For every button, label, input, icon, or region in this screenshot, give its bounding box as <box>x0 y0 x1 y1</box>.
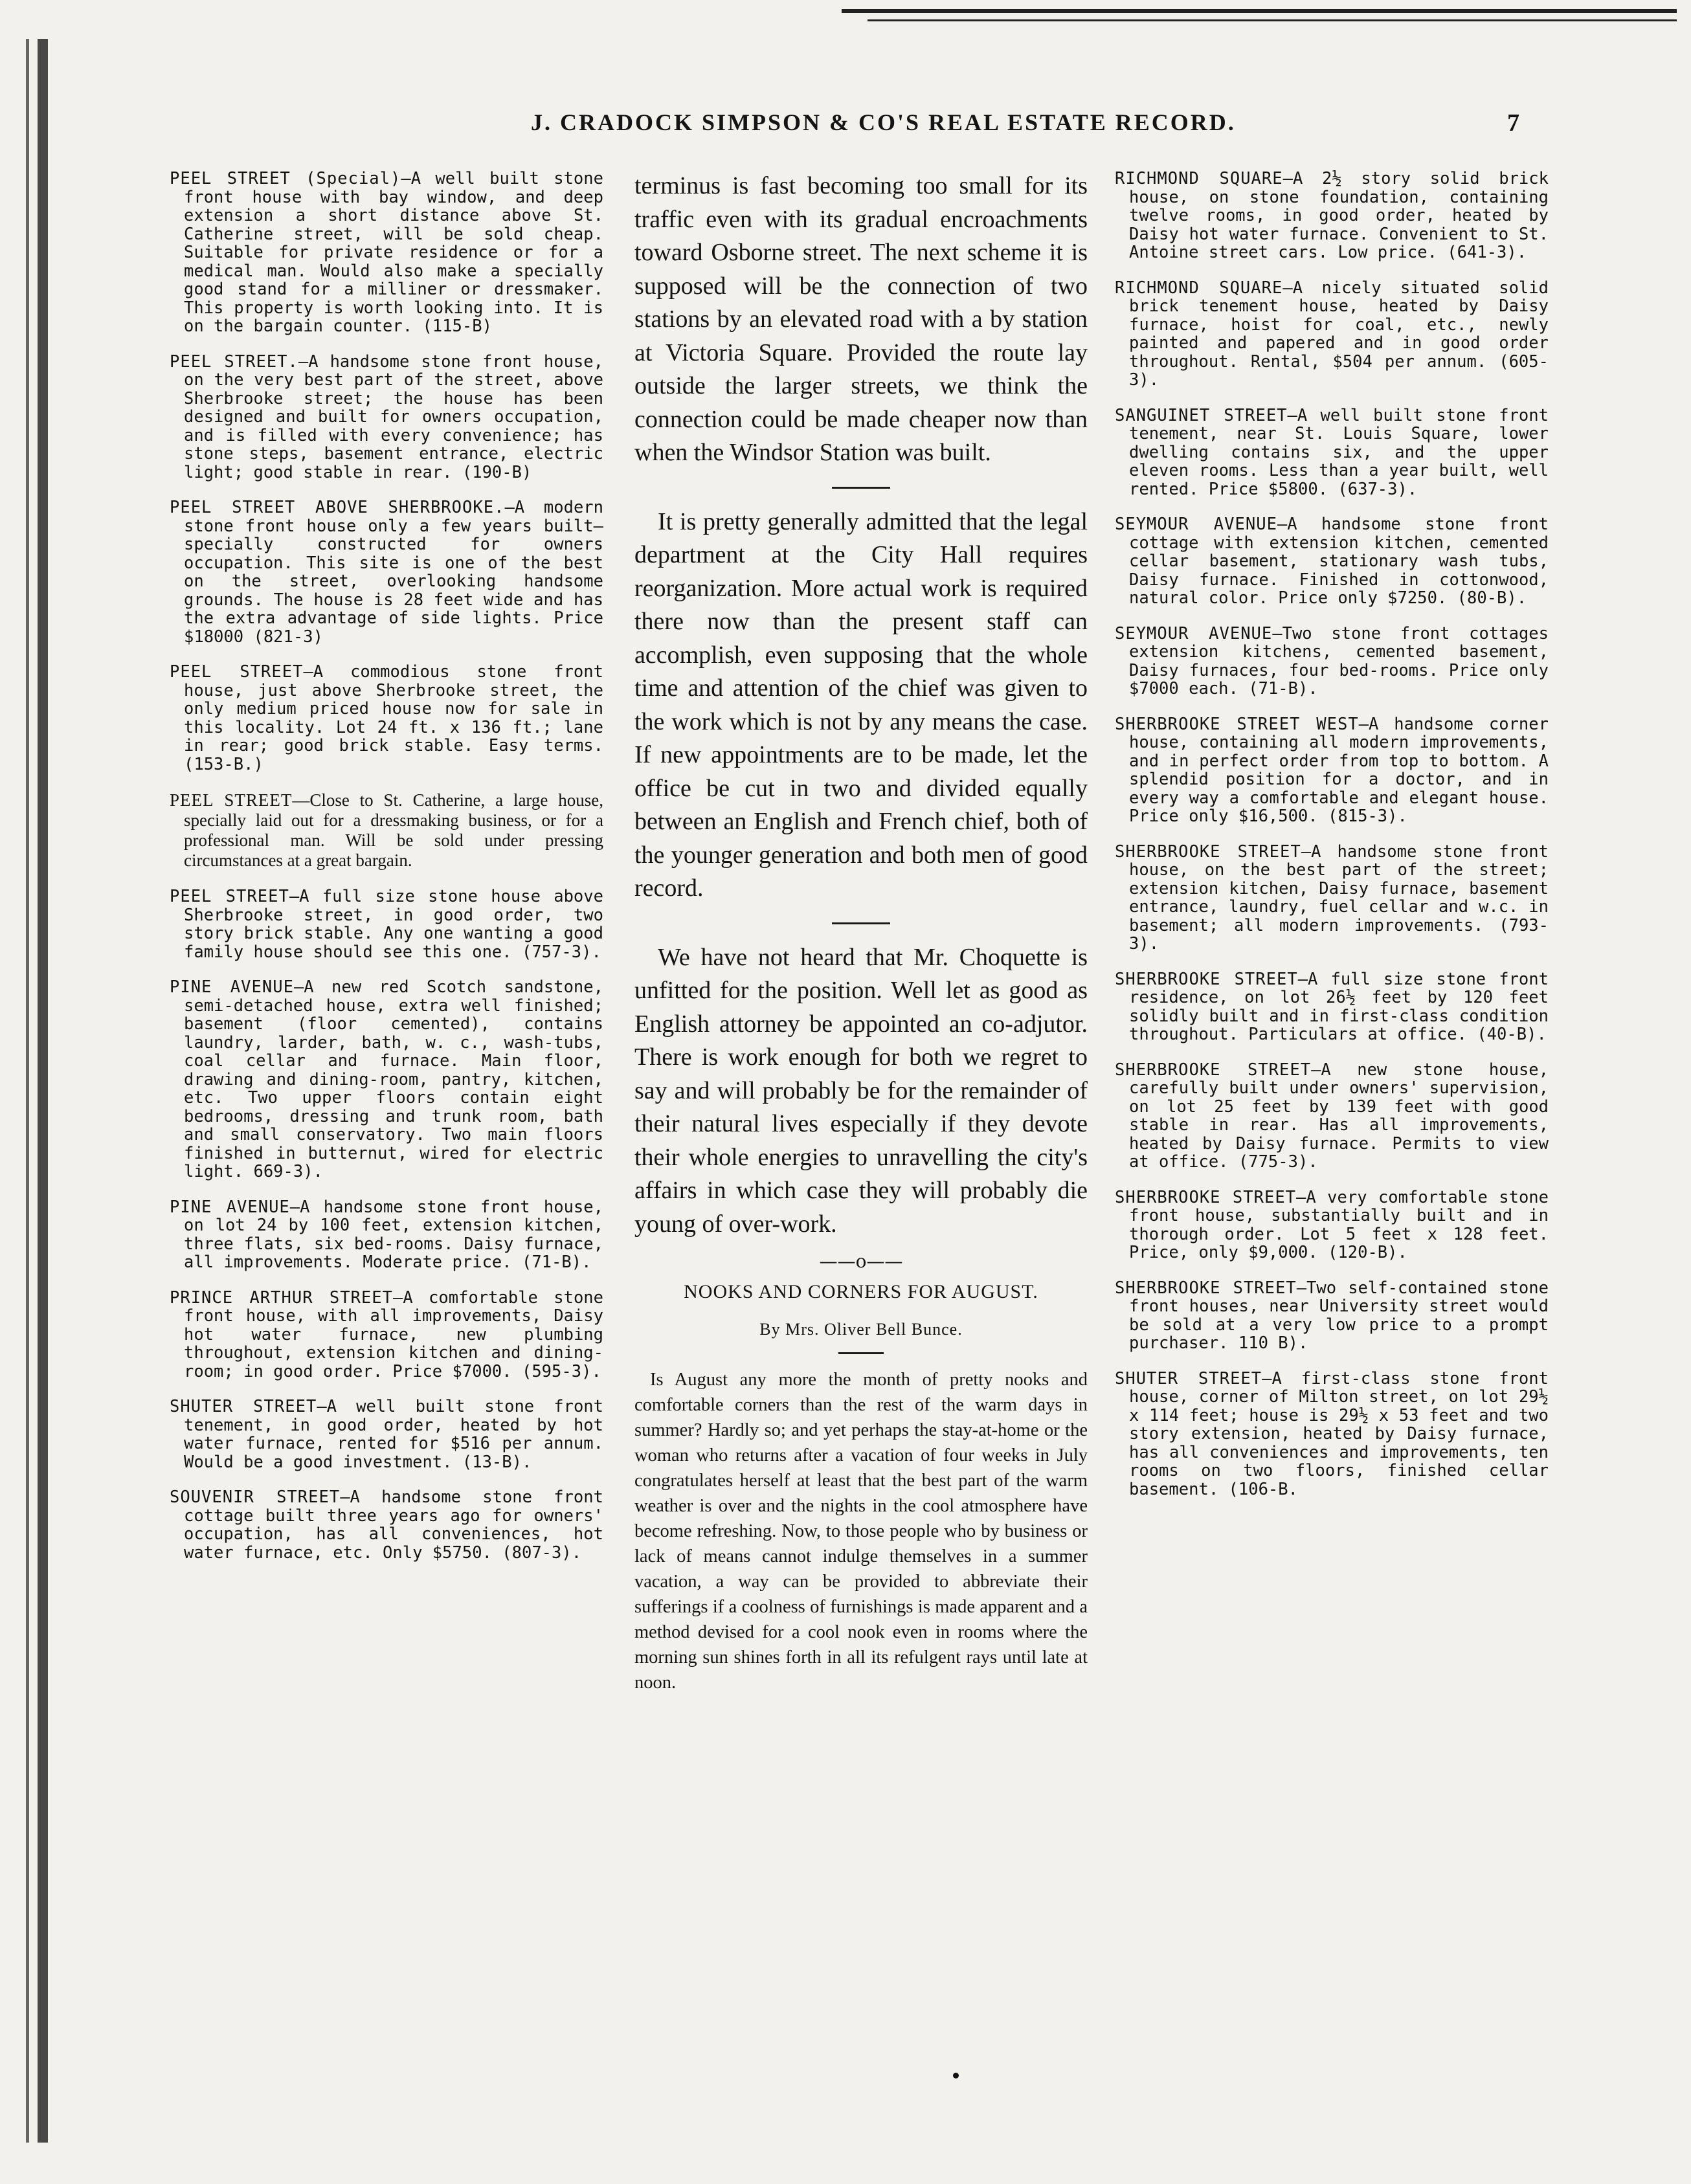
listing-body: —A first-class stone front house, corner of Milton street, on lot 29½ x 114 feet; house is 29½ x 53 feet and two story extension, heated by Daisy furnace, has all conveniences and improvements, ten rooms on two floors, finished cellar basement. (106-B. <box>1129 1368 1549 1499</box>
listing-body: —A handsome stone front house, on the best part of the street; extension kitchen, Daisy furnace, basement entrance, laundry, fuel cellar and w.c. in basement; all modern improvements. (793-3). <box>1129 841 1549 953</box>
listing-body: —A handsome stone front cottage with extension kitchen, cemented cellar basement, stationary wash tubs, Daisy furnace. Finished in cottonwood, natural color. Price only $7250. (80-B). <box>1129 515 1549 608</box>
section-divider <box>832 487 890 489</box>
listing <box>1115 1370 1549 1499</box>
listing-heading: PINE AVENUE <box>170 977 294 997</box>
listing-heading: SANGUINET STREET <box>1115 405 1288 425</box>
listing <box>1115 843 1549 953</box>
listing-body: —A nicely situated solid brick tenement house, heated by Daisy furnace, hoist for coal, etc., newly painted and papered and in good order throughout. Rental, $504 per annum. (605-3). <box>1129 278 1549 390</box>
listing-body: —A handsome stone front cottage built three years ago for owners' occupation, has all conveniences, hot water furnace, etc. Only $5750. (807-3). <box>184 1488 603 1563</box>
listing-body: —Close to St. Catherine, a large house, specially laid out for a dressmaking business, or for a professional man. Will be sold under pressing circumstances at a great bargain. <box>184 790 603 870</box>
listing-heading: PEEL STREET <box>170 790 293 810</box>
middle-column <box>634 170 1088 1695</box>
listing <box>1115 715 1549 826</box>
binding-edge <box>38 39 48 2143</box>
ink-speck <box>953 2073 959 2078</box>
listing-body: —A handsome stone front house, on the very best part of the street, above Sherbrooke street; the house has been designed and built for owners occupation, and is filled with every convenience; has stone steps, basement entrance, electric light; good stable in rear. (190-B) <box>184 351 603 482</box>
article-title: NOOKS AND CORNERS FOR AUGUST. <box>684 1281 1038 1302</box>
article-body: Is August any more the month of pretty nooks and comfortable corners than the rest of the warm days in summer? Hardly so; and yet perhaps the stay-at-home or the woman who returns after a vacation of four weeks in July congratulates herself at least that the best part of the warm weather is over and the nights in the cool atmosphere have become refreshing. Now, to those people who by business or lack of means cannot indulge themselves in a summer vacation, a way can be provided to abbreviate their sufferings if a coolness of furnishings is made apparent and a method devised for a cool nook even in rooms where the morning sun shines forth in all its refulgent rays until late at noon. <box>634 1370 1088 1693</box>
listing-heading: PRINCE ARTHUR STREET <box>170 1287 393 1308</box>
right-column <box>1115 170 1549 1515</box>
listing-body: —A new red Scotch sandstone, semi-detached house, extra well finished; basement (floor cemented), contains laundry, larder, bath, w. c., wash-tubs, coal cellar and furnace. Main floor, drawing and dining-room, pantry, kitchen, etc. Two upper floors contain eight bedrooms, dressing and trunk room, bath and small conservatory. Two main floors finished in butternut, wired for electric light. 669-3). <box>184 977 603 1181</box>
listing-heading: SHERBROOKE STREET WEST <box>1115 714 1359 734</box>
listing-body: —A comfortable stone front house, with all improvements, Daisy hot water furnace, new plumbing throughout, extension kitchen and dining-room; in good order. Price $7000. (595-3). <box>184 1287 603 1381</box>
listing-body: —A well built stone front tenement, in good order, heated by hot water furnace, rented for $516 per annum. Would be a good investment. (13-B). <box>184 1397 603 1472</box>
listing <box>1115 625 1549 698</box>
listing-heading: RICHMOND SQUARE <box>1115 278 1283 298</box>
listing-body: —A 2½ story solid brick house, on stone foundation, containing twelve rooms, in good order, heated by Daisy hot water furnace. Convenient to St. Antoine street cars. Low price. (641-3). <box>1129 169 1549 262</box>
ornament-separator: ——o—— <box>819 1251 903 1272</box>
article-byline: By Mrs. Oliver Bell Bunce. <box>759 1320 963 1339</box>
scan-edge-line <box>842 9 1677 13</box>
left-column <box>170 170 603 1579</box>
listing <box>1115 1279 1549 1353</box>
listing <box>170 790 603 871</box>
listing-heading: PEEL STREET ABOVE SHERBROOKE. <box>170 498 505 517</box>
listing-heading: SHERBROOKE STREET <box>1115 1278 1297 1298</box>
listing-heading: PINE AVENUE <box>170 1197 290 1217</box>
listing-body: —Two self-contained stone front houses, near University street would be sold at a very low price to a prompt purchaser. 110 B). <box>1129 1278 1549 1353</box>
listing <box>1115 1188 1549 1262</box>
listing-body: —A full size stone house above Sherbrooke street, in good order, two story brick stable. Any one wanting a good family house should see this one. (757-3). <box>184 887 603 962</box>
listing-body: —A commodious stone front house, just above Sherbrooke street, the only medium priced house now for sale in this locality. Lot 24 ft. x 136 ft.; lane in rear; good brick stable. Easy terms. (153-B.) <box>184 662 603 774</box>
listing-heading: SHERBROOKE STREET <box>1115 841 1301 862</box>
section-divider <box>838 1352 884 1354</box>
listing <box>170 498 603 646</box>
listing <box>1115 1061 1549 1172</box>
listing <box>170 663 603 774</box>
listing-heading: PEEL STREET. <box>170 351 298 372</box>
listing <box>170 353 603 482</box>
listing <box>170 1488 603 1562</box>
page-number: 7 <box>1507 109 1519 137</box>
listing-body: —Two stone front cottages extension kitchens, cemented basement, Daisy furnaces, four bed-rooms. Price only $7000 each. (71-B). <box>1129 623 1549 698</box>
scan-edge-line <box>868 19 1677 21</box>
listing <box>1115 170 1549 262</box>
listing-body: —A handsome stone front house, on lot 24 by 100 feet, extension kitchen, three flats, six bed-rooms. Daisy furnace, all improvements. Moderate price. (71-B). <box>184 1197 603 1272</box>
listing <box>170 1198 603 1272</box>
listing <box>170 887 603 961</box>
listing <box>170 978 603 1181</box>
listing-heading: SHERBROOKE STREET <box>1115 1060 1312 1080</box>
binding-edge <box>26 39 29 2143</box>
listing-body: —A handsome corner house, containing all modern improvements, and in perfect order from top to bottom. A splendid position for a doctor, and in every way a comfortable and elegant house. Price only $16,500. (815-3). <box>1129 714 1549 826</box>
listing-body: —A very comfortable stone front house, substantially built and in thorough order. Lot 5 feet x 128 feet. Price, only $9,000. (120-B). <box>1129 1187 1549 1262</box>
listing-heading: SHUTER STREET <box>170 1397 317 1416</box>
listing-heading: SEYMOUR AVENUE <box>1115 515 1277 534</box>
listing-body: —A well built stone front tenement, near St. Louis Square, lower dwelling contains six, and the upper eleven rooms. Less than a year built, well rented. Price $5800. (637-3). <box>1129 405 1549 499</box>
section-divider <box>832 922 890 924</box>
listing <box>1115 515 1549 608</box>
listing <box>170 1289 603 1381</box>
listing-heading: PEEL STREET <box>170 887 289 906</box>
listing-body: —A full size stone front residence, on lot 26½ feet by 120 feet solidly built and in first-class condition throughout. Particulars at office. (40-B). <box>1129 969 1549 1044</box>
listing-heading: SHUTER STREET <box>1115 1368 1262 1388</box>
editorial-paragraph: terminus is fast becoming too small for its traffic even with its gradual encroachments toward Osborne street. The next scheme it is supposed will be the connection of two stations by an elevated road with a by station at Victoria Square. Provided the route lay outside the larger streets, we think the connection could be made cheaper now than when the Windsor Station was built. <box>634 172 1088 466</box>
listing <box>1115 407 1549 499</box>
listing-heading: RICHMOND SQUARE <box>1115 169 1283 188</box>
editorial-paragraph: It is pretty generally admitted that the legal department at the City Hall requires reorganization. More actual work is required there now than the present staff can accomplish, even supposing that the whole time and attention of the chief was given to the work which is not by any means the case. If new appointments are to be made, let the office be cut in two and divided equally between an English and French chief, both of the younger generation and both men of good record. <box>634 507 1088 902</box>
listing-body: —A well built stone front house with bay window, and deep extension a short distance above St. Catherine street, will be sold cheap. Suitable for private residence or for a medical man. Would also make a specially good stand for a milliner or dressmaker. This property is worth looking into. It is on the bargain counter. (115-B) <box>184 169 603 336</box>
listing-heading: SOUVENIR STREET <box>170 1488 341 1507</box>
listing <box>1115 970 1549 1044</box>
listing <box>1115 279 1549 390</box>
listing <box>170 1398 603 1471</box>
listing-heading: PEEL STREET (Special) <box>170 169 401 188</box>
listing-heading: PEEL STREET <box>170 662 304 682</box>
listing-heading: SHERBROOKE STREET <box>1115 969 1298 989</box>
page-header-title: J. CRADOCK SIMPSON & CO'S REAL ESTATE RECORD. <box>531 109 1236 135</box>
listing-body: —A modern stone front house only a few years built—specially constructed for owners occupation. This site is one of the best on the street, overlooking handsome grounds. The house is 28 feet wide and has the extra advantage of side lights. Price $18000 (821-3) <box>184 498 604 647</box>
listing-heading: SEYMOUR AVENUE <box>1115 623 1273 643</box>
listing <box>170 170 603 336</box>
listing-heading: SHERBROOKE STREET <box>1115 1187 1297 1207</box>
listing-body: —A new stone house, carefully built under owners' supervision, on lot 25 feet by 139 feet with good stable in rear. Has all improvements, heated by Daisy furnace. Permits to view at office. (775-3). <box>1129 1060 1549 1172</box>
editorial-paragraph: We have not heard that Mr. Choquette is unfitted for the position. Well let as good as English attorney be appointed an co-adjutor. There is work enough for both we regret to say and will probably be for the remainder of their natural lives especially if they devote their whole energies to unravelling the city's affairs in which case they will probably die young of over-work. <box>634 943 1088 1238</box>
